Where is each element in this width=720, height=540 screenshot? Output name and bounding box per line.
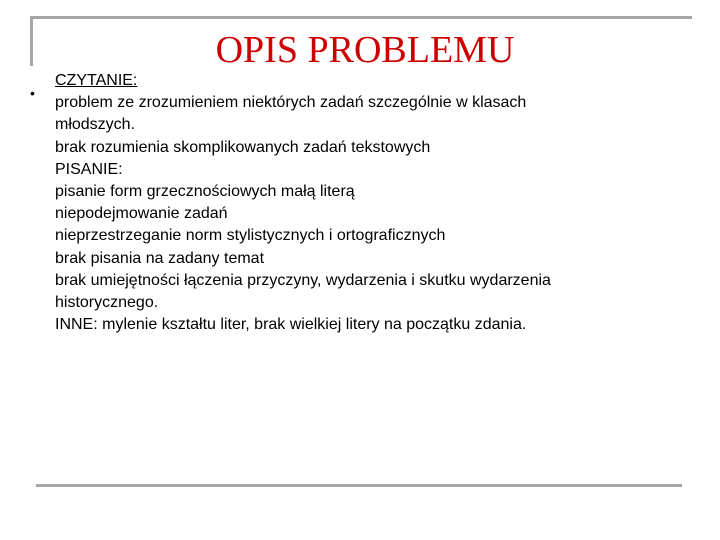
list-item: młodszych. [55,116,136,134]
list-item: historycznego. [55,294,159,312]
list-item: brak pisania na zadany temat [55,249,265,267]
list-item: problem ze zrozumieniem niektórych zadań szczególnie w klasach [55,94,527,112]
problem-list [55,70,705,336]
list-item: pisanie form grzecznościowych małą literą [55,183,355,201]
title-text: OPIS PROBLEMU [215,29,515,71]
bullet-marker: • [30,85,35,101]
list-item: INNE: mylenie kształtu liter, brak wielkiej litery na początku zdania. [55,316,527,334]
list-item: niepodejmowanie zadań [55,205,228,223]
page-title [0,28,720,72]
list-item: nieprzestrzeganie norm stylistycznych i ortograficznych [55,227,446,245]
list-item: CZYTANIE: [55,72,138,89]
frame-bottom-line [36,484,682,487]
list-item: PISANIE: [55,160,123,178]
list-item: brak umiejętności łączenia przyczyny, wydarzenia i skutku wydarzenia [55,271,551,289]
list-item: brak rozumienia skomplikowanych zadań tekstowych [55,138,431,156]
frame-top-line [30,16,692,19]
